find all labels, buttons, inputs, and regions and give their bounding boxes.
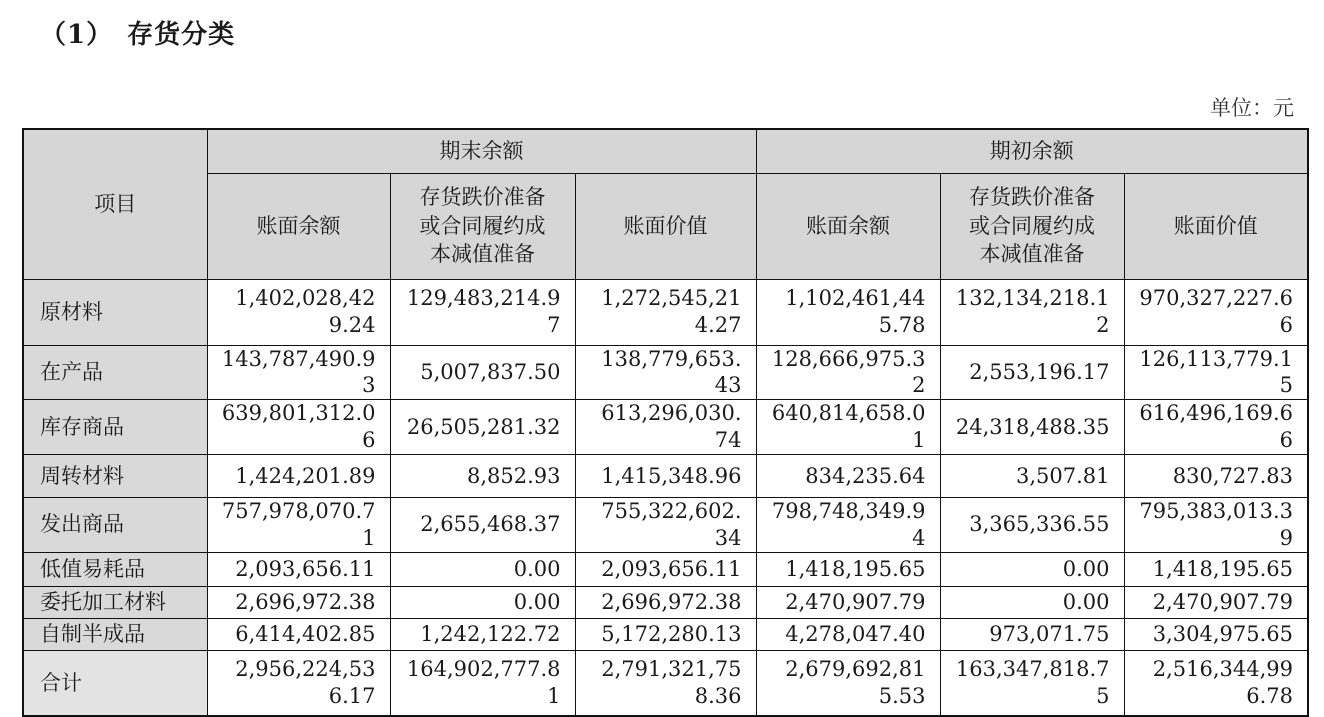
table-row	[23, 279, 1308, 345]
cell-end-provision: 129,483,214.97	[390, 279, 575, 345]
header-end-provision-line-2: 或合同履约成	[419, 213, 546, 238]
cell-end-provision: 5,007,837.50	[390, 345, 575, 400]
cell-begin-provision: 0.00	[940, 586, 1124, 618]
cell-begin-provision: 2,553,196.17	[940, 345, 1124, 400]
cell-end-book-value: 1,415,348.96	[575, 455, 756, 498]
cell-begin-book-value: 616,496,169.66	[1124, 400, 1308, 455]
row-label: 发出商品	[23, 498, 207, 553]
cell-begin-book-balance: 4,278,047.40	[756, 618, 940, 650]
cell-begin-book-value: 970,327,227.66	[1124, 279, 1308, 345]
cell-begin-book-balance: 128,666,975.32	[756, 345, 940, 400]
cell-end-provision: 26,505,281.32	[390, 400, 575, 455]
cell-begin-provision: 163,347,818.75	[940, 650, 1124, 716]
header-begin-book-value: 账面价值	[1124, 173, 1308, 279]
cell-begin-book-value: 1,418,195.65	[1124, 552, 1308, 586]
header-group-end-balance: 期末余额	[207, 129, 756, 173]
header-end-book-balance: 账面余额	[207, 173, 390, 279]
header-end-provision-line-3: 本减值准备	[430, 242, 535, 267]
cell-begin-book-balance: 2,470,907.79	[756, 586, 940, 618]
cell-end-book-value: 2,791,321,758.36	[575, 650, 756, 716]
cell-begin-book-balance: 834,235.64	[756, 455, 940, 498]
table-row	[23, 455, 1308, 498]
cell-end-book-value: 2,696,972.38	[575, 586, 756, 618]
cell-end-book-value: 755,322,602.34	[575, 498, 756, 553]
row-label: 在产品	[23, 345, 207, 400]
cell-end-provision: 164,902,777.81	[390, 650, 575, 716]
cell-end-book-balance: 143,787,490.93	[207, 345, 390, 400]
cell-end-book-balance: 6,414,402.85	[207, 618, 390, 650]
cell-begin-book-balance: 640,814,658.01	[756, 400, 940, 455]
cell-begin-book-balance: 1,102,461,445.78	[756, 279, 940, 345]
table-row	[23, 498, 1308, 553]
header-end-book-value: 账面价值	[575, 173, 756, 279]
row-label: 周转材料	[23, 455, 207, 498]
cell-end-book-balance: 2,696,972.38	[207, 586, 390, 618]
header-begin-provision-line-2: 或合同履约成	[969, 213, 1096, 238]
row-label: 低值易耗品	[23, 552, 207, 586]
cell-begin-book-balance: 2,679,692,815.53	[756, 650, 940, 716]
cell-end-book-value: 5,172,280.13	[575, 618, 756, 650]
section-number: （1）	[40, 20, 114, 50]
cell-begin-provision: 3,365,336.55	[940, 498, 1124, 553]
cell-begin-provision: 3,507.81	[940, 455, 1124, 498]
cell-end-book-value: 613,296,030.74	[575, 400, 756, 455]
table-row	[23, 400, 1308, 455]
header-begin-book-balance: 账面余额	[756, 173, 940, 279]
header-begin-provision-line-1: 存货跌价准备	[969, 185, 1096, 210]
cell-begin-book-value: 2,470,907.79	[1124, 586, 1308, 618]
cell-begin-book-value: 795,383,013.39	[1124, 498, 1308, 553]
cell-begin-book-balance: 1,418,195.65	[756, 552, 940, 586]
cell-begin-book-value: 3,304,975.65	[1124, 618, 1308, 650]
cell-end-book-value: 2,093,656.11	[575, 552, 756, 586]
table-row	[23, 552, 1308, 586]
inventory-table	[22, 128, 1309, 717]
cell-begin-provision: 24,318,488.35	[940, 400, 1124, 455]
row-label: 委托加工材料	[23, 586, 207, 618]
cell-end-book-value: 138,779,653.43	[575, 345, 756, 400]
table-row	[23, 618, 1308, 650]
cell-end-provision: 1,242,122.72	[390, 618, 575, 650]
cell-end-provision: 0.00	[390, 586, 575, 618]
cell-begin-book-balance: 798,748,349.94	[756, 498, 940, 553]
header-item: 项目	[23, 129, 207, 279]
table-row-total	[23, 650, 1308, 716]
cell-end-book-balance: 2,093,656.11	[207, 552, 390, 586]
row-label: 原材料	[23, 279, 207, 345]
cell-end-book-balance: 1,402,028,429.24	[207, 279, 390, 345]
section-title-text: 存货分类	[127, 20, 236, 50]
cell-end-book-balance: 639,801,312.06	[207, 400, 390, 455]
cell-end-book-value: 1,272,545,214.27	[575, 279, 756, 345]
cell-end-book-balance: 2,956,224,536.17	[207, 650, 390, 716]
header-end-provision-line-1: 存货跌价准备	[419, 185, 546, 210]
row-label-total: 合计	[23, 650, 207, 716]
cell-begin-book-value: 2,516,344,996.78	[1124, 650, 1308, 716]
cell-begin-provision: 132,134,218.12	[940, 279, 1124, 345]
row-label: 自制半成品	[23, 618, 207, 650]
header-begin-provision-line-3: 本减值准备	[979, 242, 1085, 267]
cell-begin-book-value: 126,113,779.15	[1124, 345, 1308, 400]
cell-begin-provision: 0.00	[940, 552, 1124, 586]
cell-end-book-balance: 757,978,070.71	[207, 498, 390, 553]
section-title	[40, 14, 235, 51]
table-row	[23, 345, 1308, 400]
header-end-provision	[390, 173, 575, 279]
cell-end-provision: 8,852.93	[390, 455, 575, 498]
unit-label: 单位：元	[1210, 96, 1294, 120]
table-row	[23, 586, 1308, 618]
cell-end-provision: 2,655,468.37	[390, 498, 575, 553]
row-label: 库存商品	[23, 400, 207, 455]
cell-end-book-balance: 1,424,201.89	[207, 455, 390, 498]
cell-begin-provision: 973,071.75	[940, 618, 1124, 650]
cell-end-provision: 0.00	[390, 552, 575, 586]
header-begin-provision	[940, 173, 1124, 279]
cell-begin-book-value: 830,727.83	[1124, 455, 1308, 498]
header-group-begin-balance: 期初余额	[756, 129, 1308, 173]
